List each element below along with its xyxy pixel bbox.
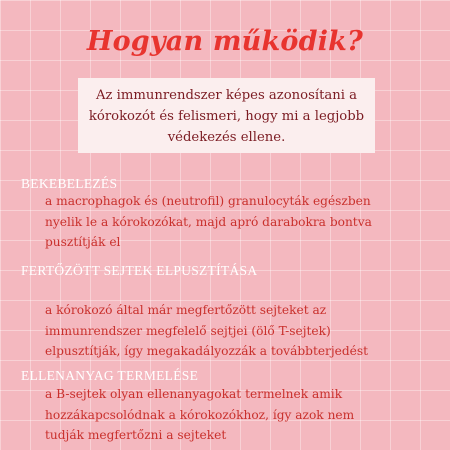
section-heading-ellenanyag: ELLENANYAG TERMELÉSE <box>21 368 199 383</box>
intro-box <box>78 78 375 153</box>
section-text-bekebelezes: a macrophagok és (neutrofil) granulocyták egészben nyelik le a kórokozókat, majd apró darabokra bontva pusztítják el <box>45 194 372 249</box>
intro-text: Az immunrendszer képes azonosítani a kórokozót és felismeri, hogy mi a legjobb védekezés ellene. <box>88 88 365 145</box>
page-title: Hogyan működik? <box>86 26 364 57</box>
section-text-ellenanyag: a B-sejtek olyan ellenanyagokat termelnek amik hozzákapcsolódnak a kórokozókhoz, így azok nem tudják megfertőzni a sejteket <box>45 387 355 442</box>
section-text-fertozott-sejtek: a kórokozó által már megfertőzött sejteket az immunrendszer megfelelő sejtjei (ölő T-sejtek) elpusztítják, így megakadályozzák a továbbterjedést <box>45 303 369 358</box>
section-heading-bekebelezes: BEKEBELEZÉS <box>21 176 118 191</box>
section-heading-fertozott-sejtek: FERTŐZÖTT SEJTEK ELPUSZTÍTÁSA <box>21 263 258 278</box>
